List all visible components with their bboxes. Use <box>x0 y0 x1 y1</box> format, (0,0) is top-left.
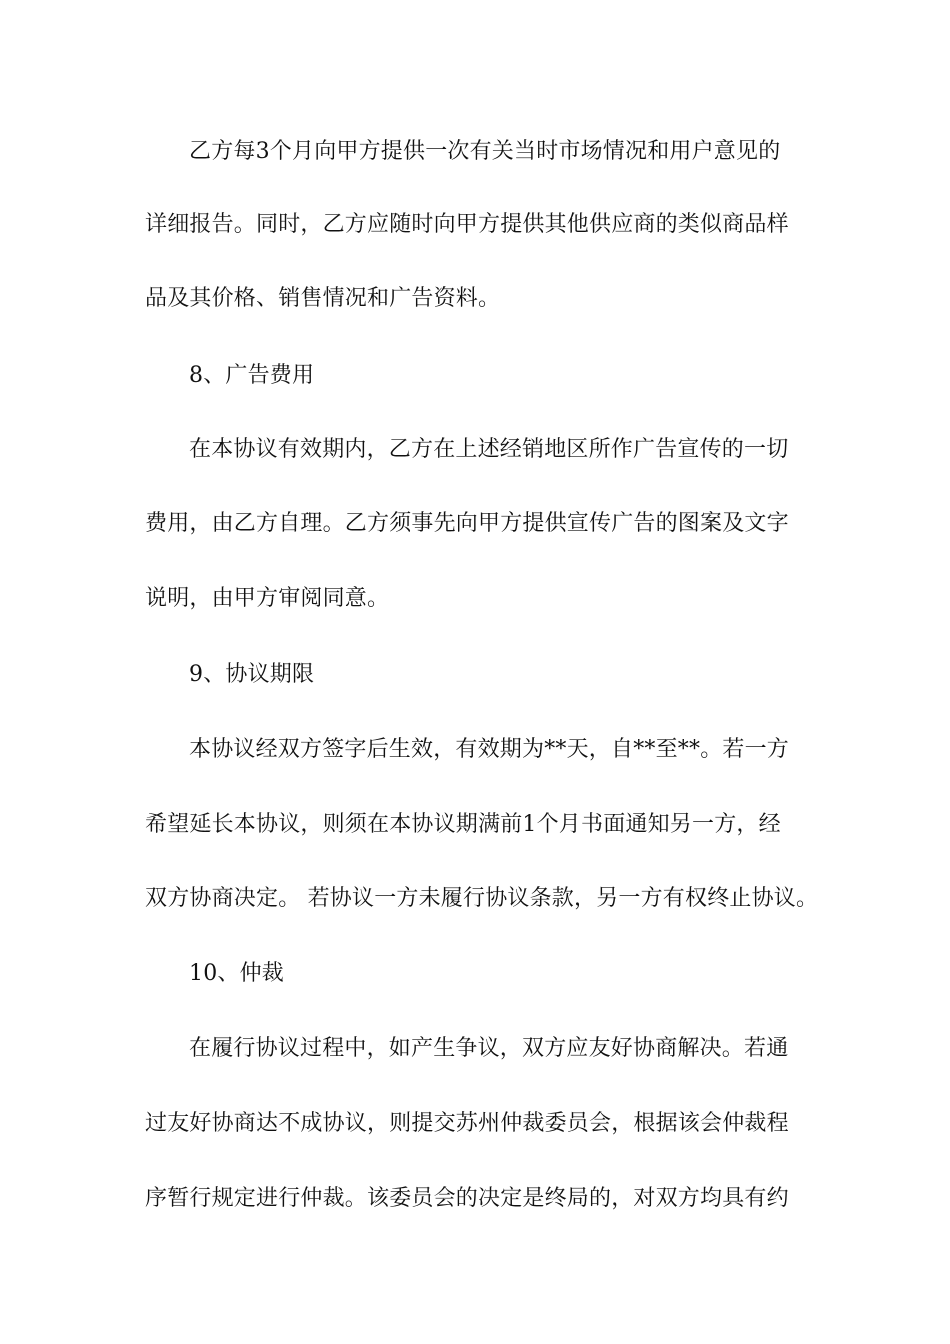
paragraph-line: 在履行协议过程中，如产生争议，双方应友好协商解决。若通 <box>189 1036 789 1061</box>
section-heading-advertising: 8、广告费用 <box>189 363 315 388</box>
paragraph-line: 本协议经双方签字后生效，有效期为**天，自**至**。若一方 <box>189 737 790 762</box>
section-heading-arbitration: 10、仲裁 <box>189 961 284 986</box>
paragraph-line: 说明，由甲方审阅同意。 <box>145 586 390 611</box>
paragraph-line: 详细报告。同时，乙方应随时向甲方提供其他供应商的类似商品样 <box>145 212 789 237</box>
paragraph-line: 序暂行规定进行仲裁。该委员会的决定是终局的，对双方均具有约 <box>145 1186 789 1211</box>
paragraph-line: 乙方每3个月向甲方提供一次有关当时市场情况和用户意见的 <box>189 139 781 164</box>
paragraph-line: 过友好协商达不成协议，则提交苏州仲裁委员会，根据该会仲裁程 <box>145 1111 789 1136</box>
paragraph-line: 双方协商决定。 若协议一方未履行协议条款，另一方有权终止协议。 <box>145 886 819 911</box>
section-heading-term: 9、协议期限 <box>189 662 315 687</box>
paragraph-line: 在本协议有效期内，乙方在上述经销地区所作广告宣传的一切 <box>189 437 789 462</box>
paragraph-line: 费用，由乙方自理。乙方须事先向甲方提供宣传广告的图案及文字 <box>145 511 789 536</box>
paragraph-line: 品及其价格、销售情况和广告资料。 <box>145 286 501 311</box>
paragraph-line: 希望延长本协议，则须在本协议期满前1个月书面通知另一方，经 <box>145 812 781 837</box>
